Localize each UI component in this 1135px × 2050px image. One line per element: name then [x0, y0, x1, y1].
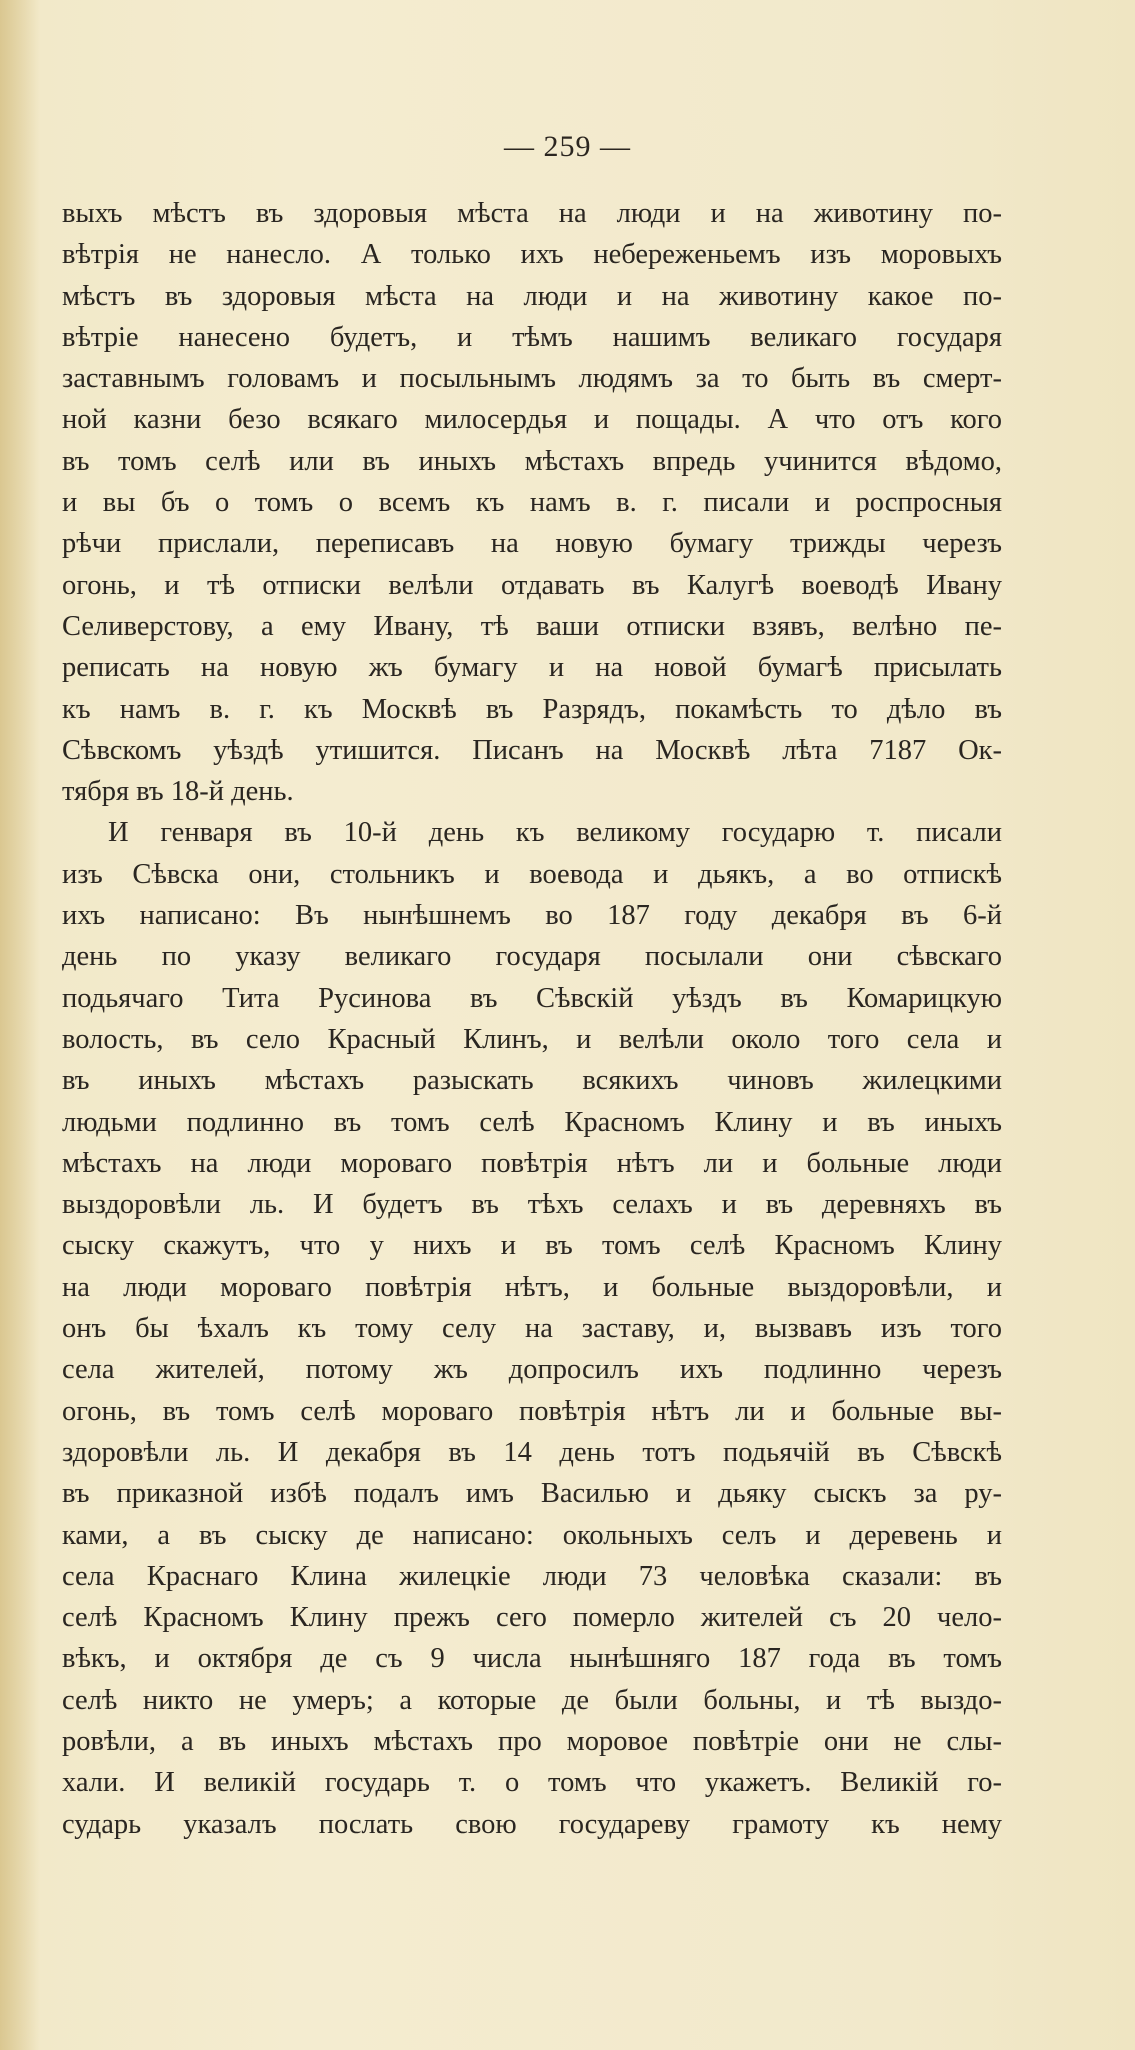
- text-line: ровѣли, а въ иныхъ мѣстахъ про моровое повѣтріе они не слы-: [62, 1725, 1002, 1757]
- text-line: И генваря въ 10-й день къ великому государю т. писали: [108, 817, 1002, 849]
- text-line: и вы бъ о томъ о всемъ къ намъ в. г. писали и роспросныя: [62, 487, 1002, 519]
- text-line: изъ Сѣвска они, стольникъ и воевода и дьякъ, а во отпискѣ: [62, 858, 1002, 890]
- text-line: сударь указалъ послать свою государеву грамоту къ нему: [62, 1808, 1002, 1840]
- text-line: волость, въ село Красный Клинъ, и велѣли около того села и: [62, 1023, 1002, 1055]
- text-line: тября въ 18-й день.: [62, 776, 294, 808]
- text-line: хали. И великій государь т. о томъ что укажетъ. Великій го-: [62, 1767, 1002, 1799]
- text-line: Селиверстову, а ему Ивану, тѣ ваши отписки взявъ, велѣно пе-: [62, 610, 1002, 642]
- text-line: селѣ никто не умеръ; а которые де были больны, и тѣ выздо-: [62, 1684, 1002, 1716]
- text-line: села жителей, потому жъ допросилъ ихъ подлинно черезъ: [62, 1354, 1002, 1386]
- text-line: реписать на новую жъ бумагу и на новой бумагѣ присылать: [62, 652, 1002, 684]
- text-line: ихъ написано: Въ нынѣшнемъ во 187 году декабря въ 6-й: [62, 900, 1002, 932]
- text-line: мѣстахъ на люди мороваго повѣтрія нѣтъ ли и больные люди: [62, 1147, 1002, 1179]
- text-line: села Краснаго Клина жилецкіе люди 73 человѣка сказали: въ: [62, 1560, 1002, 1592]
- text-line: вѣкъ, и октября де съ 9 числа нынѣшняго 187 года въ томъ: [62, 1643, 1002, 1675]
- text-line: въ иныхъ мѣстахъ разыскать всякихъ чиновъ жилецкими: [62, 1065, 1002, 1097]
- text-line: ной казни безо всякаго милосердья и пощады. А что отъ кого: [62, 404, 1002, 436]
- page-spine-shadow: [0, 0, 40, 2050]
- text-line: выхъ мѣстъ въ здоровыя мѣста на люди и на животину по-: [62, 198, 1002, 229]
- text-line: въ приказной избѣ подалъ имъ Василью и дьяку сыскъ за ру-: [62, 1478, 1002, 1510]
- text-line: выздоровѣли ль. И будетъ въ тѣхъ селахъ и въ деревняхъ въ: [62, 1189, 1002, 1221]
- text-line: сыску скажутъ, что у нихъ и въ томъ селѣ Красномъ Клину: [62, 1230, 1002, 1262]
- text-line: Сѣвскомъ уѣздѣ утишится. Писанъ на Москвѣ лѣта 7187 Ок-: [62, 734, 1002, 766]
- text-line: въ томъ селѣ или въ иныхъ мѣстахъ впредь учинится вѣдомо,: [62, 445, 1002, 477]
- text-line: къ намъ в. г. къ Москвѣ въ Разрядъ, покамѣсть то дѣло въ: [62, 693, 1002, 725]
- text-line: на люди мороваго повѣтрія нѣтъ, и больные выздоровѣли, и: [62, 1271, 1002, 1303]
- text-line: вѣтріе нанесено будетъ, и тѣмъ нашимъ великаго государя: [62, 321, 1002, 353]
- text-line: огонь, и тѣ отписки велѣли отдавать въ Калугѣ воеводѣ Ивану: [62, 569, 1002, 601]
- page-number: — 259 —: [504, 130, 631, 163]
- text-line: здоровѣли ль. И декабря въ 14 день тотъ подьячій въ Сѣвскѣ: [62, 1436, 1002, 1468]
- text-line: рѣчи прислали, переписавъ на новую бумагу трижды черезъ: [62, 528, 1002, 560]
- text-line: вѣтрія не нанесло. А только ихъ небереженьемъ изъ моровыхъ: [62, 239, 1002, 271]
- text-line: ками, а въ сыску де написано: окольныхъ селъ и деревень и: [62, 1519, 1002, 1551]
- body-text: [62, 193, 1002, 1845]
- text-line: подьячаго Тита Русинова въ Сѣвскій уѣздъ въ Комарицкую: [62, 982, 1002, 1014]
- text-line: селѣ Красномъ Клину прежъ сего померло жителей съ 20 чело-: [62, 1602, 1002, 1634]
- text-line: онъ бы ѣхалъ къ тому селу на заставу, и, вызвавъ изъ того: [62, 1313, 1002, 1345]
- text-line: огонь, въ томъ селѣ мороваго повѣтрія нѣтъ ли и больные вы-: [62, 1395, 1002, 1427]
- text-line: мѣстъ въ здоровыя мѣста на люди и на животину какое по-: [62, 280, 1002, 312]
- text-line: день по указу великаго государя посылали они сѣвскаго: [62, 941, 1002, 973]
- text-line: людьми подлинно въ томъ селѣ Красномъ Клину и въ иныхъ: [62, 1106, 1002, 1138]
- text-line: заставнымъ головамъ и посыльнымъ людямъ за то быть въ смерт-: [62, 363, 1002, 395]
